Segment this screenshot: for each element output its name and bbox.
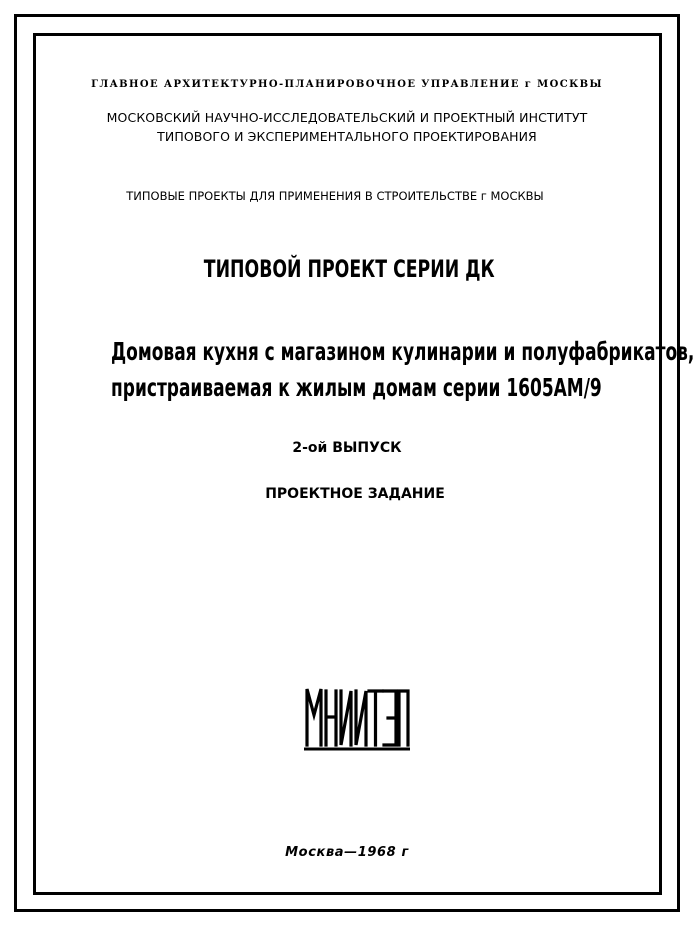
project-title: ТИПОВОЙ ПРОЕКТ СЕРИИ ДК	[203, 255, 495, 283]
series-scope: ТИПОВЫЕ ПРОЕКТЫ ДЛЯ ПРИМЕНЕНИЯ В СТРОИТЕЛЬСТВЕ г МОСКВЫ	[126, 189, 544, 203]
institute-logo	[304, 685, 410, 751]
institute-name-line2: ТИПОВОГО И ЭКСПЕРИМЕНТАЛЬНОГО ПРОЕКТИРОВАНИЯ	[157, 129, 537, 144]
project-subject-line2: пристраиваемая к жилым домам серии 1605АМ/9	[111, 373, 602, 402]
stage-label: ПРОЕКТНОЕ ЗАДАНИЕ	[265, 486, 445, 502]
project-subject-line1: Домовая кухня с магазином кулинарии и полуфабрикатов,	[111, 337, 694, 366]
project-subject	[111, 334, 694, 406]
institute-name-line1: МОСКОВСКИЙ НАУЧНО-ИССЛЕДОВАТЕЛЬСКИЙ И ПРОЕКТНЫЙ ИНСТИТУТ	[106, 110, 588, 125]
city-year: Москва—1968 г	[285, 845, 409, 860]
inner-border	[33, 33, 694, 895]
edition-label: 2-ой ВЫПУСК	[292, 440, 402, 456]
agency-heading: ГЛАВНОЕ АРХИТЕКТУРНО-ПЛАНИРОВОЧНОЕ УПРАВЛЕНИЕ г МОСКВЫ	[91, 79, 603, 90]
institute-name	[0, 108, 694, 146]
